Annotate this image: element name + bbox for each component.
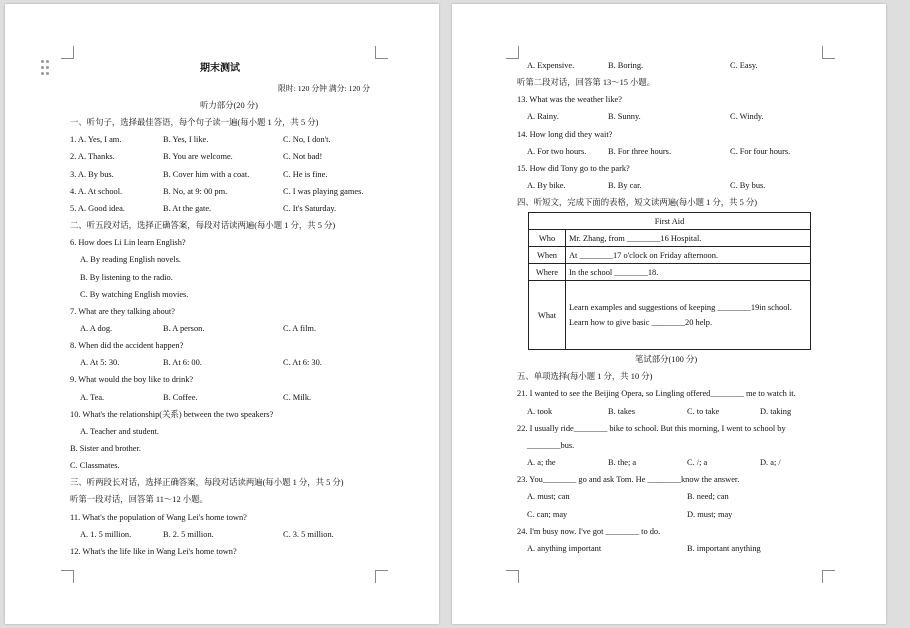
q23-option-a: A. must; can: [527, 492, 570, 501]
q8-question: 8. When did the accident happen?: [70, 341, 184, 350]
q21-option-a: A. took: [527, 407, 553, 416]
table-label-when: When: [529, 247, 566, 264]
crop-mark: [822, 46, 835, 59]
crop-mark: [61, 46, 74, 59]
q23-question: 23. You________ go and ask Tom. He ________know the answer.: [517, 475, 740, 484]
q12-question: 12. What's the life like in Wang Lei's home town?: [70, 547, 237, 556]
table-label-who: Who: [529, 230, 566, 247]
table-header: First Aid: [529, 213, 811, 230]
q8-option-c: C. At 6: 30.: [283, 358, 322, 367]
q3-option-b: B. Cover him with a coat.: [163, 170, 250, 179]
q7-option-b: B. A person.: [163, 324, 205, 333]
q15-option-b: B. By car.: [608, 181, 642, 190]
q4-option-b: B. No, at 9: 00 pm.: [163, 187, 228, 196]
crop-mark: [61, 570, 74, 583]
q11-option-c: C. 3. 5 million.: [283, 530, 334, 539]
q21-option-d: D. taking: [760, 407, 792, 416]
q22-question-cont: ________bus.: [527, 441, 575, 450]
section-2-title: 二、听五段对话，选择正确答案，每段对话读两遍(每小题 1 分，共 5 分): [70, 221, 336, 230]
q22-option-a: A. a; the: [527, 458, 556, 467]
q11-question: 11. What's the population of Wang Lei's home town?: [70, 513, 247, 522]
q8-option-a: A. At 5: 30.: [80, 358, 120, 367]
q15-option-c: C. By bus.: [730, 181, 766, 190]
what-line-1: Learn examples and suggestions of keeping ________19in school.: [569, 303, 792, 312]
q14-question: 14. How long did they wait?: [517, 130, 613, 139]
what-line-2: Learn how to give basic ________20 help.: [569, 318, 713, 327]
q12-option-a: A. Expensive.: [527, 61, 575, 70]
q22-option-b: B. the; a: [608, 458, 637, 467]
q9-option-c: C. Milk.: [283, 393, 312, 402]
listening-header: 听力部分(20 分): [200, 101, 258, 110]
q12-option-b: B. Boring.: [608, 61, 644, 70]
q22-question: 22. I usually ride________ bike to school. But this morning, I went to school by: [517, 424, 786, 433]
q14-option-a: A. For two hours.: [527, 147, 587, 156]
q10-question: 10. What's the relationship(关系) between the two speakers?: [70, 410, 274, 419]
q11-option-b: B. 2. 5 million.: [163, 530, 214, 539]
q9-option-a: A. Tea.: [80, 393, 105, 402]
section-1-title: 一、听句子，选择最佳答语，每个句子读一遍(每小题 1 分，共 5 分): [70, 118, 319, 127]
q6-question: 6. How does Li Lin learn English?: [70, 238, 186, 247]
q2-option-b: B. You are welcome.: [163, 152, 233, 161]
q21-option-c: C. to take: [687, 407, 720, 416]
q13-option-a: A. Rainy.: [527, 112, 559, 121]
q10-option-b: B. Sister and brother.: [70, 444, 141, 453]
crop-mark: [822, 570, 835, 583]
q2-option-a: 2. A. Thanks.: [70, 152, 115, 161]
section-3-sub-2: 听第二段对话，回答第 13～15 小题。: [517, 78, 656, 87]
q15-question: 15. How did Tony go to the park?: [517, 164, 630, 173]
table-label-what: What: [529, 281, 566, 350]
table-value-who: Mr. Zhang, from ________16 Hospital.: [566, 230, 811, 247]
q4-option-a: 4. A. At school.: [70, 187, 123, 196]
q12-option-c: C. Easy.: [730, 61, 758, 70]
q24-option-b: B. important anything: [687, 544, 761, 553]
time-score: 限时: 120 分钟 满分: 120 分: [278, 84, 371, 93]
q23-option-d: D. must; may: [687, 510, 733, 519]
q1-option-c: C. No, I don't.: [283, 135, 331, 144]
q2-option-c: C. Not bad!: [283, 152, 323, 161]
q3-option-c: C. He is fine.: [283, 170, 328, 179]
q10-option-a: A. Teacher and student.: [80, 427, 160, 436]
q22-option-c: C. /; a: [687, 458, 708, 467]
q14-option-b: B. For three hours.: [608, 147, 672, 156]
table-value-where: In the school ________18.: [566, 264, 811, 281]
table-label-where: Where: [529, 264, 566, 281]
crop-mark: [375, 570, 388, 583]
page-left: [5, 4, 439, 624]
section-4-title: 四、听短文，完成下面的表格，短文读两遍(每小题 1 分，共 5 分): [517, 198, 758, 207]
q13-option-c: C. Windy.: [730, 112, 764, 121]
q23-option-c: C. can; may: [527, 510, 568, 519]
q11-option-a: A. 1. 5 million.: [80, 530, 132, 539]
section-5-title: 五、单项选择(每小题 1 分，共 10 分): [517, 372, 653, 381]
q14-option-c: C. For four hours.: [730, 147, 791, 156]
first-aid-table: [528, 212, 811, 350]
q15-option-a: A. By bike.: [527, 181, 566, 190]
q21-option-b: B. takes: [608, 407, 635, 416]
drag-handle-icon[interactable]: [41, 60, 50, 76]
q9-question: 9. What would the boy like to drink?: [70, 375, 194, 384]
table-value-what: [566, 281, 811, 350]
q6-option-b: B. By listening to the radio.: [80, 273, 173, 282]
q7-question: 7. What are they talking about?: [70, 307, 175, 316]
q6-option-c: C. By watching English movies.: [80, 290, 189, 299]
q9-option-b: B. Coffee.: [163, 393, 198, 402]
q22-option-d: D. a; /: [760, 458, 781, 467]
table-value-when: At ________17 o'clock on Friday afternoon.: [566, 247, 811, 264]
q21-question: 21. I wanted to see the Beijing Opera, so Lingling offered________ me to watch it.: [517, 389, 796, 398]
q5-option-c: C. It's Saturday.: [283, 204, 337, 213]
q13-question: 13. What was the weather like?: [517, 95, 622, 104]
written-header: 笔试部分(100 分): [635, 355, 698, 364]
q1-option-b: B. Yes, I like.: [163, 135, 209, 144]
section-3-sub-1: 听第一段对话，回答第 11～12 小题。: [70, 495, 208, 504]
q13-option-b: B. Sunny.: [608, 112, 641, 121]
q8-option-b: B. At 6: 00.: [163, 358, 202, 367]
crop-mark: [506, 570, 519, 583]
q6-option-a: A. By reading English novels.: [80, 255, 181, 264]
q24-option-a: A. anything important: [527, 544, 602, 553]
crop-mark: [375, 46, 388, 59]
q5-option-a: 5. A. Good idea.: [70, 204, 125, 213]
q4-option-c: C. I was playing games.: [283, 187, 364, 196]
q5-option-b: B. At the gate.: [163, 204, 212, 213]
q7-option-c: C. A film.: [283, 324, 317, 333]
q3-option-a: 3. A. By bus.: [70, 170, 114, 179]
section-3-title: 三、听两段长对话，选择正确答案，每段对话读两遍(每小题 1 分，共 5 分): [70, 478, 344, 487]
q1-option-a: 1. A. Yes, I am.: [70, 135, 122, 144]
q10-option-c: C. Classmates.: [70, 461, 120, 470]
q23-option-b: B. need; can: [687, 492, 729, 501]
crop-mark: [506, 46, 519, 59]
q7-option-a: A. A dog.: [80, 324, 113, 333]
page-right: [452, 4, 886, 624]
page-title: 期末测试: [200, 63, 240, 74]
q24-question: 24. I'm busy now. I've got ________ to do.: [517, 527, 661, 536]
